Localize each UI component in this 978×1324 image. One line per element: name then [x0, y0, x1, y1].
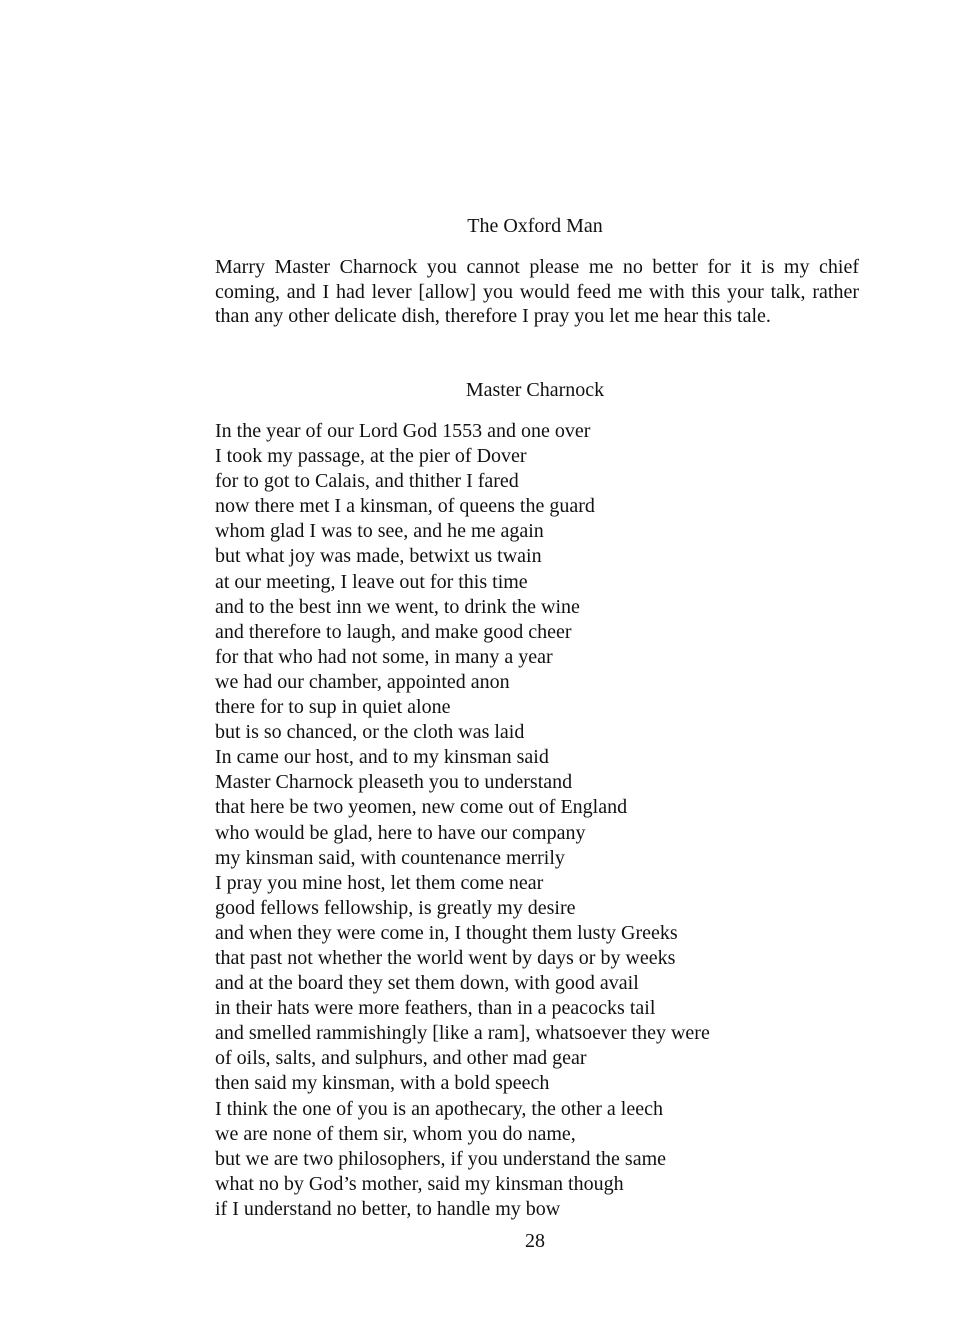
verse-line: if I understand no better, to handle my bow [215, 1197, 561, 1220]
verse-line: whom glad I was to see, and he me again [215, 520, 544, 543]
verse-line: and therefore to laugh, and make good cheer [215, 620, 572, 643]
verse-line: for to got to Calais, and thither I fared [215, 470, 519, 493]
verse-line: we had our chamber, appointed anon [215, 670, 510, 693]
verse-line: Master Charnock pleaseth you to understand [215, 771, 573, 794]
speaker-heading-master-charnock: Master Charnock [465, 379, 605, 401]
book-page [215, 0, 859, 1324]
verse-line: that here be two yeomen, new come out of England [215, 796, 628, 819]
verse-line: I pray you mine host, let them come near [215, 871, 544, 894]
verse-line: then said my kinsman, with a bold speech [215, 1072, 550, 1095]
verse-line: but we are two philosophers, if you understand the same [215, 1147, 667, 1170]
verse-stanza [215, 419, 859, 1222]
verse-line: of oils, salts, and sulphurs, and other mad gear [215, 1047, 587, 1070]
verse-line: and smelled rammishingly [like a ram], whatsoever they were [215, 1022, 710, 1045]
verse-line: that past not whether the world went by days or by weeks [215, 946, 676, 969]
verse-line: I took my passage, at the pier of Dover [215, 445, 527, 468]
verse-line: now there met I a kinsman, of queens the guard [215, 495, 595, 518]
verse-line: for that who had not some, in many a year [215, 645, 553, 668]
verse-line: but is so chanced, or the cloth was laid [215, 721, 525, 744]
verse-line: good fellows fellowship, is greatly my desire [215, 896, 576, 919]
verse-line: who would be glad, here to have our company [215, 821, 586, 844]
verse-line: and at the board they set them down, with good avail [215, 972, 639, 995]
verse-line: there for to sup in quiet alone [215, 696, 451, 719]
verse-line: In the year of our Lord God 1553 and one over [215, 420, 591, 442]
prose-paragraph: Marry Master Charnock you cannot please me no better for it is my chief coming, and I had lever [allow] you would feed me with this your talk, rather than any other delicate dish, therefore I pray you let me hear this tale. [215, 256, 859, 327]
verse-line: we are none of them sir, whom you do name, [215, 1122, 576, 1145]
verse-line: at our meeting, I leave out for this time [215, 570, 528, 593]
verse-line: in their hats were more feathers, than in a peacocks tail [215, 997, 656, 1020]
verse-line: and to the best inn we went, to drink the wine [215, 595, 580, 618]
page-number: 28 [525, 1230, 545, 1252]
verse-line: what no by God’s mother, said my kinsman though [215, 1172, 624, 1195]
verse-line: but what joy was made, betwixt us twain [215, 545, 542, 568]
verse-line: I think the one of you is an apothecary, the other a leech [215, 1097, 663, 1120]
speaker-heading-oxford-man: The Oxford Man [467, 215, 603, 237]
verse-line: and when they were come in, I thought them lusty Greeks [215, 921, 678, 944]
verse-line: In came our host, and to my kinsman said [215, 746, 549, 769]
verse-line: my kinsman said, with countenance merrily [215, 846, 565, 869]
